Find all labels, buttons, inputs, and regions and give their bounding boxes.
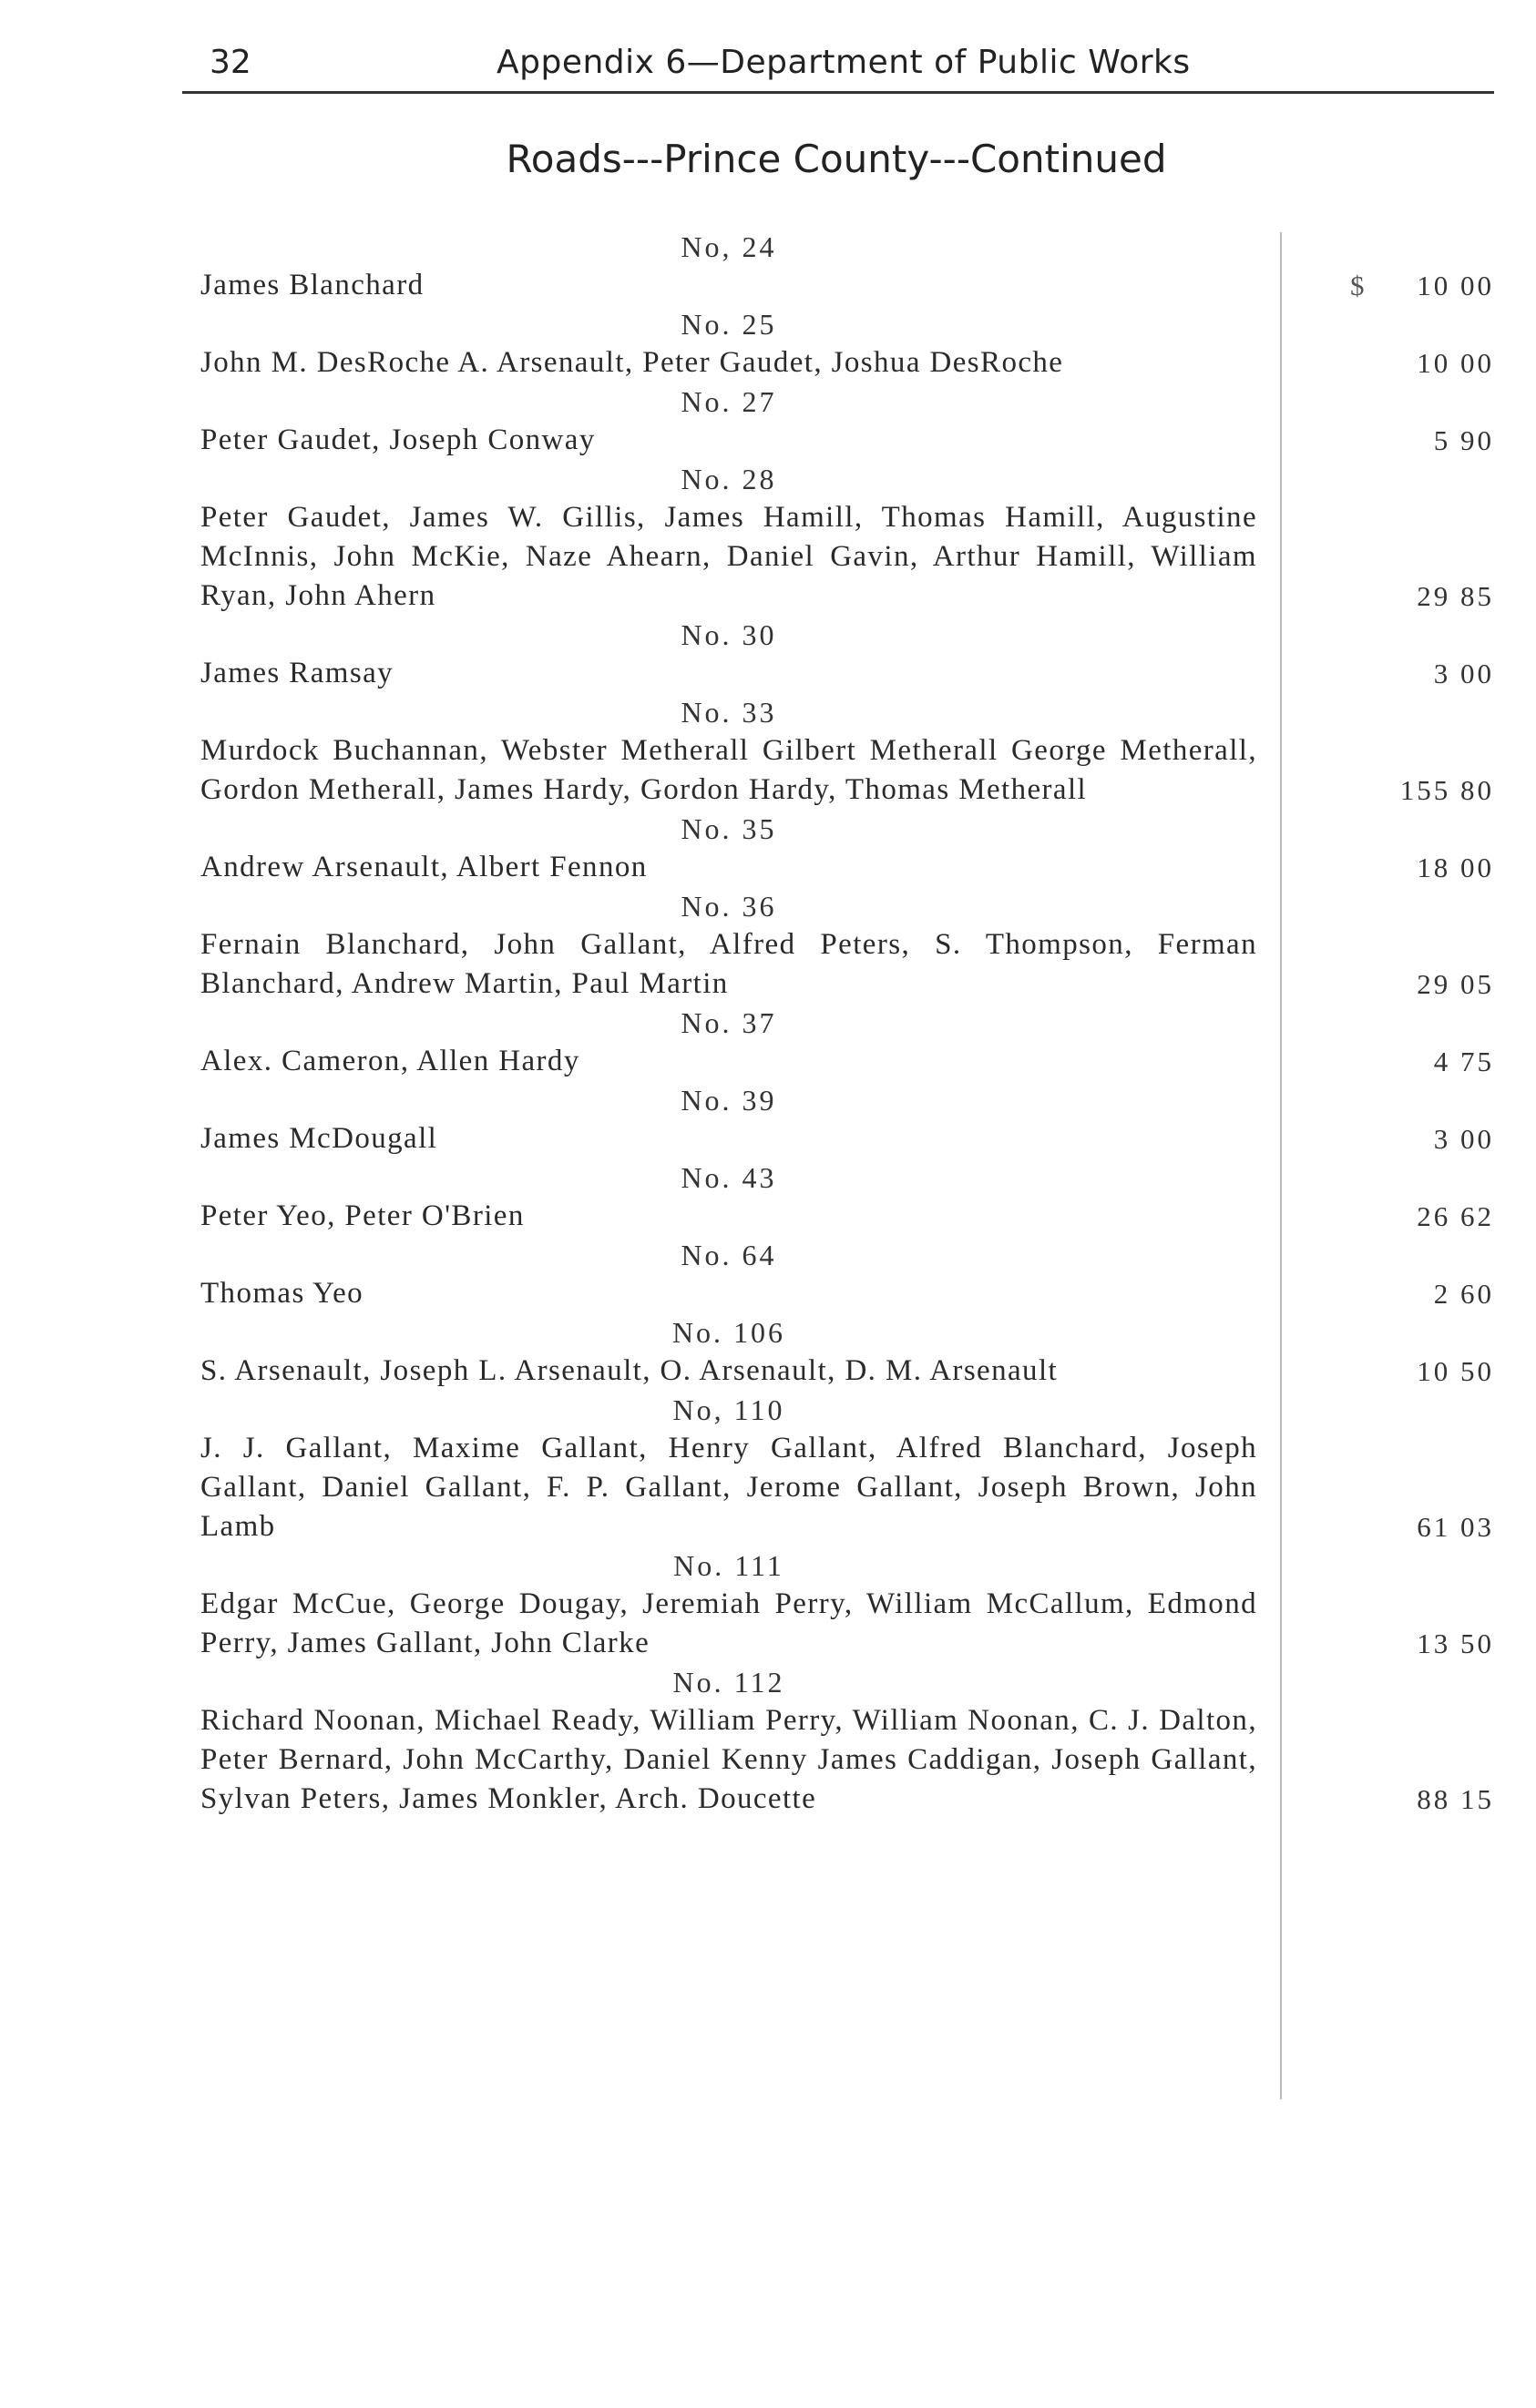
road-entry [200, 887, 1494, 1004]
amount-value: 3 00 [1433, 1123, 1494, 1155]
amount-value: 3 00 [1433, 658, 1494, 689]
workers-names: Peter Yeo, Peter O'Brien [200, 1199, 525, 1232]
workers-names: Thomas Yeo [200, 1277, 364, 1310]
road-entries-list [200, 228, 1494, 1819]
workers-names: Fernain Blanchard, John Gallant, Alfred Peters, S. Thompson, Ferman Blanchard, Andrew Martin, Paul Martin [200, 928, 1257, 1000]
workers-names: John M. DesRoche A. Arsenault, Peter Gaudet, Joshua DesRoche [200, 346, 1064, 379]
entry-row [200, 654, 1494, 693]
workers-names: S. Arsenault, Joseph L. Arsenault, O. Arsenault, D. M. Arsenault [200, 1354, 1059, 1387]
road-number: No. 28 [681, 463, 777, 495]
page-header [182, 44, 1494, 94]
amount-value: 13 50 [1417, 1627, 1494, 1659]
road-number: No. 43 [681, 1161, 777, 1194]
road-number: No. 112 [672, 1666, 785, 1699]
entry-row [200, 343, 1494, 383]
workers-names: James Blanchard [200, 269, 425, 301]
amount-value: 29 05 [1417, 968, 1494, 1000]
entry-row [200, 925, 1494, 1004]
entry-row [200, 1197, 1494, 1236]
road-entry [200, 460, 1494, 616]
road-entry [200, 1663, 1494, 1819]
road-entry [200, 1236, 1494, 1313]
road-number: No. 36 [681, 890, 777, 923]
amount-value: 29 85 [1417, 580, 1494, 612]
entry-row [200, 266, 1494, 305]
road-entry [200, 1391, 1494, 1546]
road-number: No. 39 [681, 1084, 777, 1117]
road-number: No, 24 [681, 230, 777, 263]
road-entry [200, 616, 1494, 693]
entry-row [200, 1701, 1494, 1819]
amount-value: 61 03 [1417, 1511, 1494, 1543]
running-title: Appendix 6—Department of Public Works [497, 44, 1191, 81]
section-title: Roads---Prince County---Continued [506, 137, 1167, 181]
entry-row [200, 1429, 1494, 1546]
road-entry [200, 228, 1494, 305]
workers-names: Murdock Buchannan, Webster Metherall Gilbert Metherall George Metherall, Gordon Metherall, James Hardy, Gordon Hardy, Thomas Metherall [200, 734, 1257, 806]
amount-value: 155 80 [1399, 774, 1494, 806]
entry-row [200, 1042, 1494, 1081]
road-entry [200, 810, 1494, 887]
workers-names: Peter Gaudet, Joseph Conway [200, 423, 596, 456]
road-number: No. 106 [671, 1316, 786, 1349]
road-number: No. 64 [681, 1239, 777, 1271]
road-entry [200, 1313, 1494, 1391]
road-number: No. 27 [681, 385, 777, 418]
road-entry [200, 383, 1494, 460]
workers-names: Andrew Arsenault, Albert Fennon [200, 851, 648, 883]
entry-row [200, 731, 1494, 810]
road-entry [200, 1546, 1494, 1663]
road-number: No. 111 [673, 1549, 784, 1582]
page-number: 32 [210, 44, 251, 81]
entry-row [200, 1352, 1494, 1391]
amount-value: 4 75 [1433, 1046, 1494, 1077]
amount-value: 88 15 [1417, 1783, 1494, 1815]
road-number: No, 110 [672, 1393, 785, 1426]
amount-value: 18 00 [1417, 852, 1494, 883]
workers-names: James McDougall [200, 1122, 438, 1155]
entry-row [200, 421, 1494, 460]
amount-value: $ 10 00 [1294, 266, 1494, 305]
workers-names: J. J. Gallant, Maxime Gallant, Henry Gallant, Alfred Blanchard, Joseph Gallant, Daniel Gallant, F. P. Gallant, Jerome Gallant, Joseph Brown, John Lamb [200, 1432, 1257, 1543]
entry-row [200, 848, 1494, 887]
amount-value: 2 60 [1433, 1278, 1494, 1310]
road-entry [200, 1158, 1494, 1236]
workers-names: James Ramsay [200, 657, 394, 689]
amount-value: 26 62 [1417, 1200, 1494, 1232]
road-entry [200, 305, 1494, 383]
road-number: No. 37 [681, 1006, 777, 1039]
road-number: No. 33 [681, 696, 777, 729]
entry-row [200, 1274, 1494, 1313]
entry-row [200, 498, 1494, 616]
amount-value: 10 00 [1417, 347, 1494, 379]
workers-names: Edgar McCue, George Dougay, Jeremiah Perry, William McCallum, Edmond Perry, James Gallant, John Clarke [200, 1587, 1257, 1659]
amount-value: 10 50 [1417, 1355, 1494, 1387]
road-entry [200, 1004, 1494, 1081]
road-entry [200, 693, 1494, 810]
road-number: No. 35 [681, 812, 777, 845]
workers-names: Richard Noonan, Michael Ready, William Perry, William Noonan, C. J. Dalton, Peter Bernard, John McCarthy, Daniel Kenny James Caddigan, Joseph Gallant, Sylvan Peters, James Monkler, Arch. Doucette [200, 1704, 1257, 1815]
entry-row [200, 1585, 1494, 1663]
road-entry [200, 1081, 1494, 1158]
road-number: No. 25 [681, 308, 777, 341]
entry-row [200, 1119, 1494, 1158]
amount-value: 5 90 [1433, 424, 1494, 456]
workers-names: Peter Gaudet, James W. Gillis, James Hamill, Thomas Hamill, Augustine McInnis, John McKie, Naze Ahearn, Daniel Gavin, Arthur Hamill, William Ryan, John Ahern [200, 501, 1257, 612]
road-number: No. 30 [681, 618, 777, 651]
workers-names: Alex. Cameron, Allen Hardy [200, 1045, 580, 1077]
